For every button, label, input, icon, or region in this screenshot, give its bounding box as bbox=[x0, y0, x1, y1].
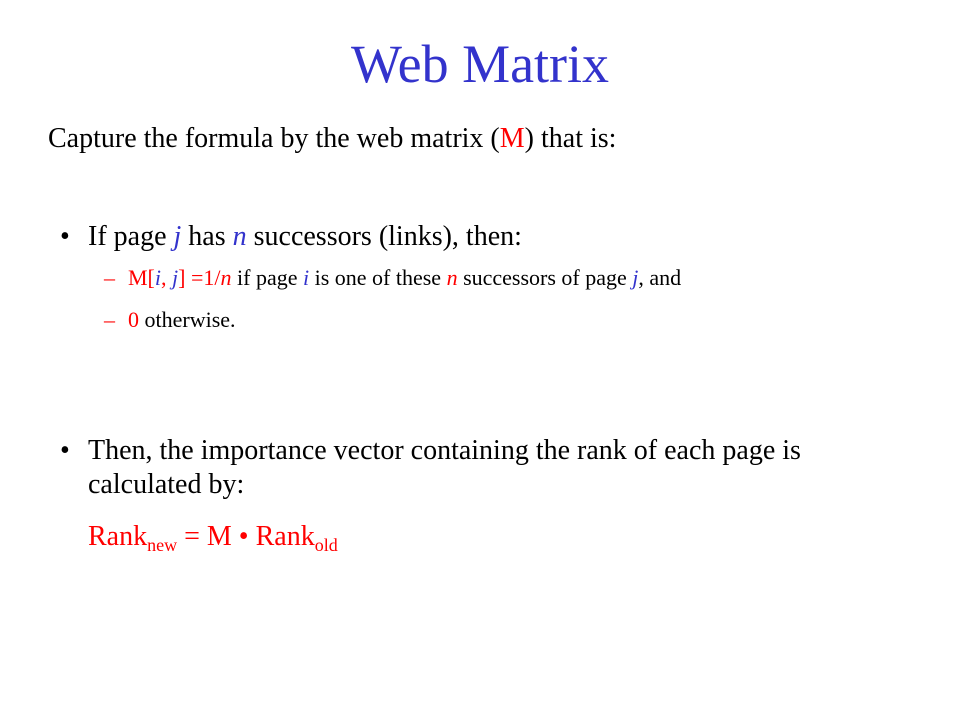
intro-line bbox=[48, 122, 616, 156]
equals-fraction: =1/ bbox=[185, 265, 221, 290]
new-subscript: new bbox=[147, 535, 178, 555]
formula-middle: = M • Rank bbox=[177, 521, 315, 552]
bullet-marker: • bbox=[60, 435, 70, 466]
var-j: j bbox=[632, 265, 639, 290]
bullet1-part3: successors (links), then: bbox=[246, 221, 522, 252]
sub-bullet-matrix-entry-text bbox=[128, 264, 681, 292]
matrix-close: ] bbox=[178, 265, 186, 290]
matrix-open: M[ bbox=[128, 265, 155, 290]
sub1-part4: , and bbox=[638, 265, 682, 290]
comma: , bbox=[161, 265, 173, 290]
old-subscript: old bbox=[314, 535, 338, 555]
intro-text-after: ) that is: bbox=[524, 123, 617, 154]
rank-formula bbox=[88, 520, 338, 554]
bullet-successors-text bbox=[88, 220, 522, 254]
otherwise-text: otherwise. bbox=[139, 307, 236, 332]
bullet-marker: • bbox=[60, 221, 70, 252]
sub1-part2: is one of these bbox=[309, 265, 447, 290]
intro-matrix-symbol: M bbox=[499, 123, 525, 154]
var-i: i bbox=[154, 265, 162, 290]
rank-label: Rank bbox=[88, 521, 148, 552]
bullet1-part2: has bbox=[181, 221, 233, 252]
sub-bullet-marker: – bbox=[104, 265, 115, 290]
bullet-importance-vector-text: Then, the importance vector containing the rank of each page is calculated by: bbox=[88, 435, 801, 500]
var-j: j bbox=[173, 221, 182, 252]
var-n: n bbox=[446, 265, 458, 290]
var-n: n bbox=[232, 221, 247, 252]
slide-title: Web Matrix bbox=[350, 34, 610, 94]
bullet1-part1: If page bbox=[88, 221, 174, 252]
zero-value: 0 bbox=[128, 307, 139, 332]
sub1-part3: successors of page bbox=[457, 265, 633, 290]
var-i: i bbox=[302, 265, 310, 290]
sub-bullet-marker: – bbox=[104, 307, 115, 332]
sub1-part1: if page bbox=[231, 265, 303, 290]
intro-text-before: Capture the formula by the web matrix ( bbox=[48, 123, 500, 154]
var-j: j bbox=[172, 265, 179, 290]
sub-bullet-otherwise-text bbox=[128, 306, 236, 334]
var-n: n bbox=[220, 265, 232, 290]
